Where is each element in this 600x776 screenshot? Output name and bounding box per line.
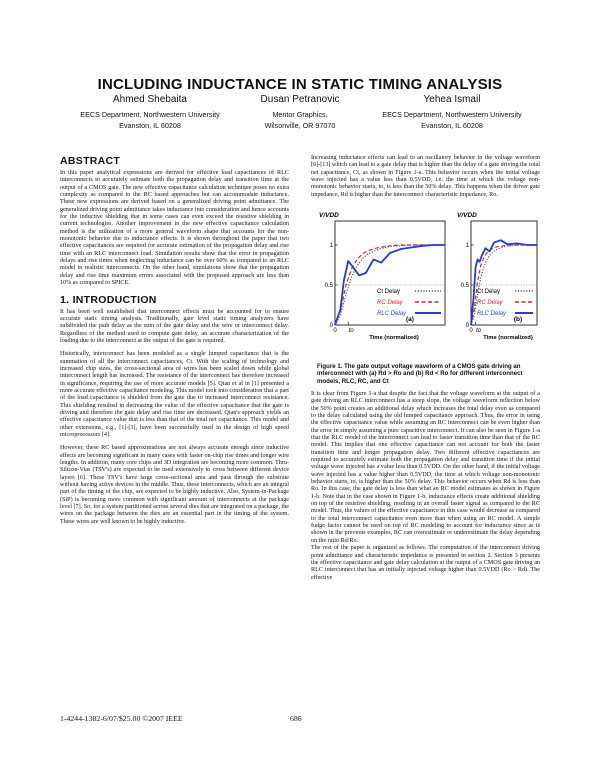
x-tick-label: to — [348, 328, 354, 335]
copyright-footer: 1-4244-1382-6/07/$25.00 ©2007 IEEE — [60, 714, 183, 723]
legend-label: RC Delay — [477, 300, 503, 307]
x-tick-label: 0 — [333, 328, 337, 335]
y-tick-label: 0.5 — [324, 283, 333, 290]
y-tick-label: 1 — [465, 243, 469, 250]
y-axis-label: V/VDD — [319, 212, 339, 220]
y-tick-label: 0 — [329, 323, 333, 330]
intro-paragraph-2: Historically, interconnect has been modeled as a single lumped capacitance that is the summation of all the interconnect capacitances, Ct. With the scaling of technology and increased chip sizes, the cross-sectional area of wires has been scaled down while global interconnect length has increased. The resistance of the interconnect has therefore increased in significance, requiring the use of more accurate models [5]. Qian et al in [1] presented a more accurate effective capacitance modeling. This model took into consideration that a part of the load capacitance is shielded from the gate due to increased interconnect resistance. This shielding resulted in decreasing the value of the effective capacitance that the gate is driving and therefore the gate delay and rise time are decreased. Qian's approach yields an effective capacitance value that is less than that of the total net capacitance. This model and other extensions, e.g., [1]-[3], have been successfully used in the design of high speed microprocessors [4]. — [60, 351, 289, 438]
author-name: Yehea Ismail — [423, 94, 481, 105]
panel-label: (a) — [406, 316, 414, 324]
right-paragraph-top: Increasing inductance effects can lead to an oscillatory behavior in the voltage waveform [9]-[13] which can lead to a gate delay that is higher than the delay of a gate driving the total net capacitance, Ct, as shown in Figure 1-a. This behavior occurs when the initial voltage wave injected has a value less than 0.5VDD, i.e. the time at which the voltage non-monotonic behavior starts, to, is less than the 50% delay. This happens when the driver gate impedance, Rd is higher than the interconnect characteristic impedance, Ro. — [311, 155, 540, 198]
author-3 — [362, 94, 542, 131]
page-number: 686 — [290, 714, 302, 723]
plot-frame — [335, 221, 445, 325]
y-tick-label: 0.5 — [460, 283, 469, 290]
author-address: Evanston, IL 60208 — [119, 121, 181, 130]
author-affiliation: Mentor Graphics, — [272, 110, 328, 119]
figure-1-caption: Figure 1. The gate output voltage waveform of a CMOS gate driving an interconnect with (a) Rd > Ro and (b) Rd < Ro for different interconnect models, RLC, RC, and Ct — [317, 363, 523, 385]
left-column — [60, 155, 289, 526]
paper-title: INCLUDING INDUCTANCE IN STATIC TIMING ANALYSIS — [97, 76, 503, 93]
author-address: Evanston, IL 60208 — [421, 121, 483, 130]
author-name: Ahmed Shebaita — [113, 94, 187, 105]
right-column — [311, 155, 540, 582]
intro-heading: 1. INTRODUCTION — [60, 293, 157, 306]
y-tick-label: 1 — [329, 243, 333, 250]
legend-label: RLC Delay — [377, 311, 407, 318]
x-axis-label: Time (normalized) — [483, 335, 533, 342]
y-tick-label: 0 — [465, 323, 469, 330]
author-affiliation: EECS Department, Northwestern University — [80, 110, 220, 119]
abstract-text: In this paper analytical expressions are derived for effective load capacitances of RLC interconnects to accurately estimate both the propagation delay and transition time at the output of a CMOS gate. The new effective capacitance calculation technique poses no extra complexity as compared to the RC based approaches but can accommodate inductance. These new expressions are derived based on a generalized driving point admittance. The generalized driving point admittance takes inductance into consideration and hence accounts for the inductive shielding that in some cases can even exceed the resistive shielding in current technologies. Another improvement in the new effective capacitance calculation method is the utilization of a more general waveform shape that accounts for the non-monotonic behavior due to inductance effects. It is shown throughout the paper that two effective capacitances are required for accurate estimation of the propagation delay and rise time with an RLC interconnect load. Simulation results show that the error in propagation delays and rise times when neglecting inductance can be over 60% as compared to an RLC model in realistic interconnects. On the other hand, simulations show that the propagation delay and rise time maximum errors associated with the proposed approach are less than 10% as compared to SPICE. — [60, 170, 289, 287]
legend-label: Ct Delay — [477, 289, 501, 296]
legend-label: RLC Delay — [477, 311, 507, 318]
abstract-heading: ABSTRACT — [60, 155, 121, 167]
x-axis-label: Time (normalized) — [369, 335, 419, 342]
right-paragraph-1: It is clear from Figure 1-a that despite the fact that the voltage waveform at the output of a gate driving an RLC interconnect has a steep slope, the voltage waveform reflection below the 50% point creates an additional delay which increases the total delay even as compared to the delay calculated using the old lumped capacitance approach. Thus, the error in using the effective capacitance value while assuming an RC interconnect can be even higher than the error in simply assuming a pure capacitive interconnect. It can also be seen in Figure 1-a that the RLC model of the interconnect can lead to faster transition time than that of the RC model. This implies that one effective capacitance can not account for both the faster transition time and longer propagation delay. Two different effective capacitances are required to accurately estimate both the propagation delay and transition time if the initial voltage wave injected has a value less than 0.5VDD. On the other hand, if the initial voltage wave injected has a value higher than 0.5VDD, the time at which voltage non-monotonic behavior starts, to, is higher than the 50% delay. This behavior occurs when Rd is less than Ro. In this case, the gate delay is less than what an RC model estimates as shown in Figure 1-b. Note that in the case shown in Figure 1-b, inductance effects create additional shielding on top of the resistive shielding, resulting in an overall faster signal as compared to the RC model. Thus, the values of the effective capacitance in this case would decrease as compared to the total interconnect capacitance even more than when using an RC model. A simple fudge factor cannot be used on top of RC modeling to account for inductance since as is shown in the previous examples, RC can overestimate or underestimate the delay depending on the ratio Rd/Ro. — [311, 390, 540, 544]
intro-paragraph-3: However, these RC based approximations are not always accurate enough since inductive effects are becoming significant in many cases with faster on-chip rise times and longer wire lengths. In addition, many core chips and 3D integration are becoming more common. Thru-Silicon-Vias (TSV's) are expected to be used extensively to cross between different device layers [6]. These TSV's have large cross-sectional area and pass through the substrate without having active devices in the middle. Thus, these interconnects, which are an integral part of the timing of the chip, are expected to be highly inductive. Also, System-in-Package (SiP) is becoming more common with significant amount of interconnects at the package level [7]. So, for a system partitioned across several dies that are integrated on a package, the wires on the package between the dies are an essential part in the timing of the system. These wires are well known to be highly inductive. — [60, 445, 289, 525]
x-tick-label: 0 — [469, 328, 473, 335]
panel-label: (b) — [513, 316, 523, 324]
figure-1 — [311, 203, 540, 403]
author-name: Dusan Petranovic — [260, 94, 340, 105]
author-address: Wilsonville, OR 97070 — [264, 121, 336, 130]
author-affiliation: EECS Department, Northwestern University — [382, 110, 522, 119]
x-tick-label: to — [476, 328, 482, 335]
plot-frame — [471, 221, 537, 325]
author-block — [0, 94, 600, 144]
legend-label: Ct Delay — [377, 289, 401, 296]
intro-paragraph-1: It has been well established that interconnect effects must be accounted for to ensure accurate static timing analysis. Traditionally, gate level static timing analyzers have subdivided the path delay as the sum of the gate delay and the wire or interconnect delay. Regardless of the method used to compute gate delay, an accurate characterization of the loading due to the interconnect at the output of the gate is required. — [60, 308, 289, 344]
legend-label: RC Delay — [377, 300, 403, 307]
figure-1-chart — [311, 203, 540, 361]
right-paragraph-2: The rest of the paper is organized as follows. The computation of the interconnect driving point admittance and characteristic impedance is presented in section 2. Section 3 presents the effective capacitance and gate delay calculation at the output of a CMOS gate driving an RLC interconnect that has an initially injected voltage higher than 0.5VDD (Ro > Rd). The effective — [311, 545, 540, 581]
y-axis-label: V/VDD — [457, 212, 477, 220]
